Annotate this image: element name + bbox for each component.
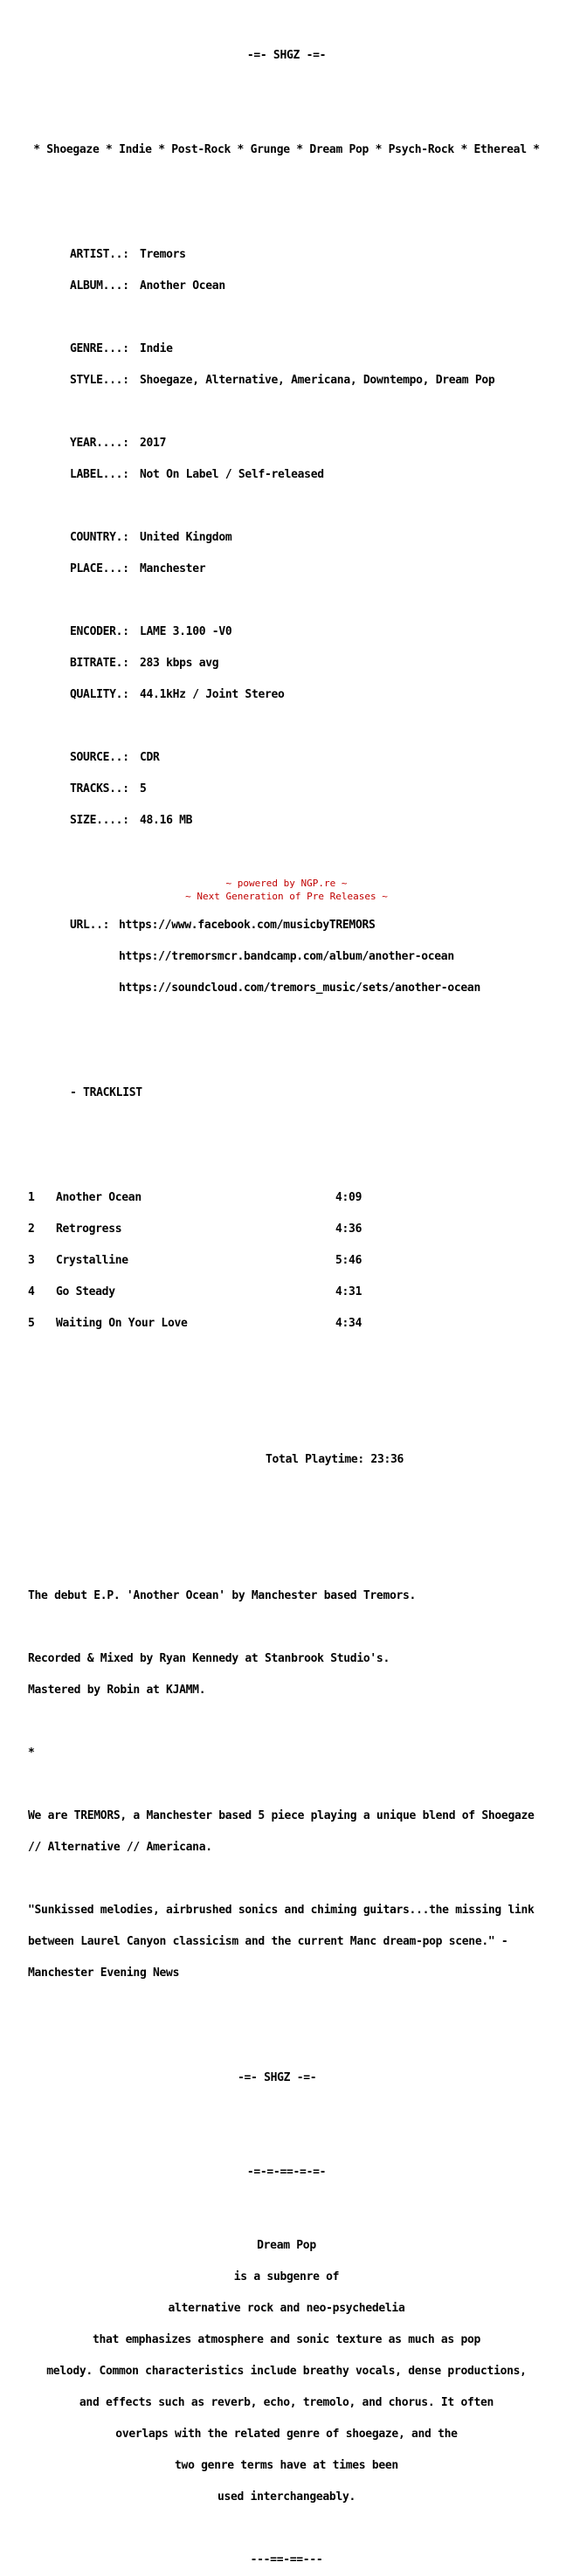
- header-title: -=- SHGZ -=-: [246, 49, 327, 62]
- info-tracks: [0, 784, 573, 795]
- tracklist-heading: - TRACKLIST: [70, 1086, 142, 1099]
- genres-line: * Shoegaze * Indie * Post-Rock * Grunge * Dream Pop * Psych-Rock * Ethereal *: [33, 143, 540, 156]
- dreampop-line: that emphasizes atmosphere and sonic texture as much as pop: [92, 2333, 481, 2346]
- dreampop-line: is a subgenre of: [233, 2270, 340, 2283]
- info-bitrate: [0, 658, 573, 669]
- info-value: United Kingdom: [140, 531, 232, 544]
- info-value: LAME 3.100 -V0: [140, 625, 232, 638]
- track-number: 5: [28, 1317, 35, 1330]
- info-value: 5: [140, 782, 147, 796]
- footer-powered-by[interactable]: ~ powered by NGP.re ~: [225, 878, 348, 889]
- track-time: 4:09: [335, 1191, 362, 1204]
- url-row: [0, 952, 573, 962]
- info-album: [0, 281, 573, 292]
- dreampop-line: alternative rock and neo-psychedelia: [168, 2302, 405, 2315]
- info-label: ENCODER.:: [70, 625, 129, 638]
- signoff-title: -=- SHGZ -=-: [238, 2071, 317, 2084]
- dreampop-line: two genre terms have at times been: [175, 2459, 398, 2472]
- track-number: 4: [28, 1285, 35, 1298]
- info-label: COUNTRY.:: [70, 531, 129, 544]
- info-quality: [0, 690, 573, 700]
- info-label-name: [0, 470, 573, 480]
- total-playtime: Total Playtime: 23:36: [266, 1453, 404, 1466]
- footer: [0, 877, 573, 903]
- note-bio-line-2: // Alternative // Americana.: [28, 1841, 212, 1854]
- footer-tagline: ~ Next Generation of Pre Releases ~: [185, 891, 388, 902]
- note-quote-line-1: "Sunkissed melodies, airbrushed sonics and chiming guitars...the missing link: [28, 1904, 535, 1917]
- info-value: 2017: [140, 437, 167, 450]
- info-label: ARTIST..:: [70, 248, 129, 261]
- url-row: [0, 983, 573, 994]
- note-recorded: Recorded & Mixed by Ryan Kennedy at Stanbrook Studio's.: [28, 1652, 390, 1665]
- info-value: Not On Label / Self-released: [140, 468, 324, 481]
- dreampop-line: overlaps with the related genre of shoegaze, and the: [115, 2428, 458, 2441]
- track-number: 2: [28, 1223, 35, 1236]
- info-label: SIZE....:: [70, 814, 129, 827]
- info-value: Shoegaze, Alternative, Americana, Downtempo, Dream Pop: [140, 374, 495, 387]
- info-value: 48.16 MB: [140, 814, 193, 827]
- track-row: [0, 1224, 573, 1235]
- info-year: [0, 438, 573, 449]
- url-link-soundcloud[interactable]: https://soundcloud.com/tremors_music/sets/another-ocean: [119, 981, 480, 995]
- track-time: 4:31: [335, 1285, 362, 1298]
- info-genre: [0, 344, 573, 355]
- info-value: 44.1kHz / Joint Stereo: [140, 688, 285, 701]
- track-row: [0, 1256, 573, 1266]
- url-link-facebook[interactable]: https://www.facebook.com/musicbyTREMORS: [119, 919, 376, 932]
- track-title: Go Steady: [56, 1285, 115, 1298]
- track-row: [0, 1319, 573, 1329]
- url-row: [0, 920, 573, 931]
- info-artist: [0, 250, 573, 260]
- divider-top: -=-=-==-=-=-: [246, 2166, 327, 2179]
- dreampop-line: Dream Pop: [257, 2239, 316, 2252]
- track-title: Retrogress: [56, 1223, 122, 1236]
- info-encoder: [0, 627, 573, 637]
- info-label: LABEL...:: [70, 468, 129, 481]
- track-number: 1: [28, 1191, 35, 1204]
- info-label: ALBUM...:: [70, 279, 129, 293]
- url-label: URL..:: [70, 919, 110, 932]
- track-number: 3: [28, 1254, 35, 1267]
- info-label: QUALITY.:: [70, 688, 129, 701]
- note-debut: The debut E.P. 'Another Ocean' by Manchester based Tremors.: [28, 1589, 417, 1602]
- info-label: BITRATE.:: [70, 657, 129, 670]
- divider-bottom: ---==-==---: [250, 2553, 323, 2566]
- info-value: Tremors: [140, 248, 186, 261]
- note-bio-line-1: We are TREMORS, a Manchester based 5 piece playing a unique blend of Shoegaze: [28, 1809, 535, 1822]
- info-style: [0, 375, 573, 386]
- note-mastered: Mastered by Robin at KJAMM.: [28, 1684, 206, 1697]
- note-quote-line-3: Manchester Evening News: [28, 1966, 180, 1980]
- note-quote-line-2: between Laurel Canyon classicism and the current Manc dream-pop scene." -: [28, 1935, 508, 1948]
- track-time: 5:46: [335, 1254, 362, 1267]
- info-label: GENRE...:: [70, 342, 129, 355]
- track-time: 4:36: [335, 1223, 362, 1236]
- info-value: Manchester: [140, 562, 206, 575]
- track-row: [0, 1287, 573, 1298]
- dreampop-line: used interchangeably.: [217, 2490, 356, 2504]
- dreampop-line: and effects such as reverb, echo, tremolo, and chorus. It often: [79, 2396, 494, 2409]
- info-place: [0, 564, 573, 575]
- info-label: SOURCE..:: [70, 751, 129, 764]
- track-row: [0, 1193, 573, 1203]
- nfo-document: [0, 30, 573, 2576]
- info-size: [0, 816, 573, 826]
- info-label: YEAR....:: [70, 437, 129, 450]
- url-link-bandcamp[interactable]: https://tremorsmcr.bandcamp.com/album/another-ocean: [119, 950, 454, 963]
- info-country: [0, 533, 573, 543]
- info-value: Indie: [140, 342, 173, 355]
- info-value: 283 kbps avg: [140, 657, 219, 670]
- track-title: Crystalline: [56, 1254, 128, 1267]
- track-title: Waiting On Your Love: [56, 1317, 188, 1330]
- info-label: STYLE...:: [70, 374, 129, 387]
- track-time: 4:34: [335, 1317, 362, 1330]
- track-title: Another Ocean: [56, 1191, 142, 1204]
- info-value: CDR: [140, 751, 160, 764]
- note-star: *: [28, 1746, 35, 1760]
- info-label: PLACE...:: [70, 562, 129, 575]
- dreampop-line: melody. Common characteristics include breathy vocals, dense productions,: [46, 2365, 527, 2378]
- info-source: [0, 753, 573, 763]
- info-value: Another Ocean: [140, 279, 225, 293]
- info-label: TRACKS..:: [70, 782, 129, 796]
